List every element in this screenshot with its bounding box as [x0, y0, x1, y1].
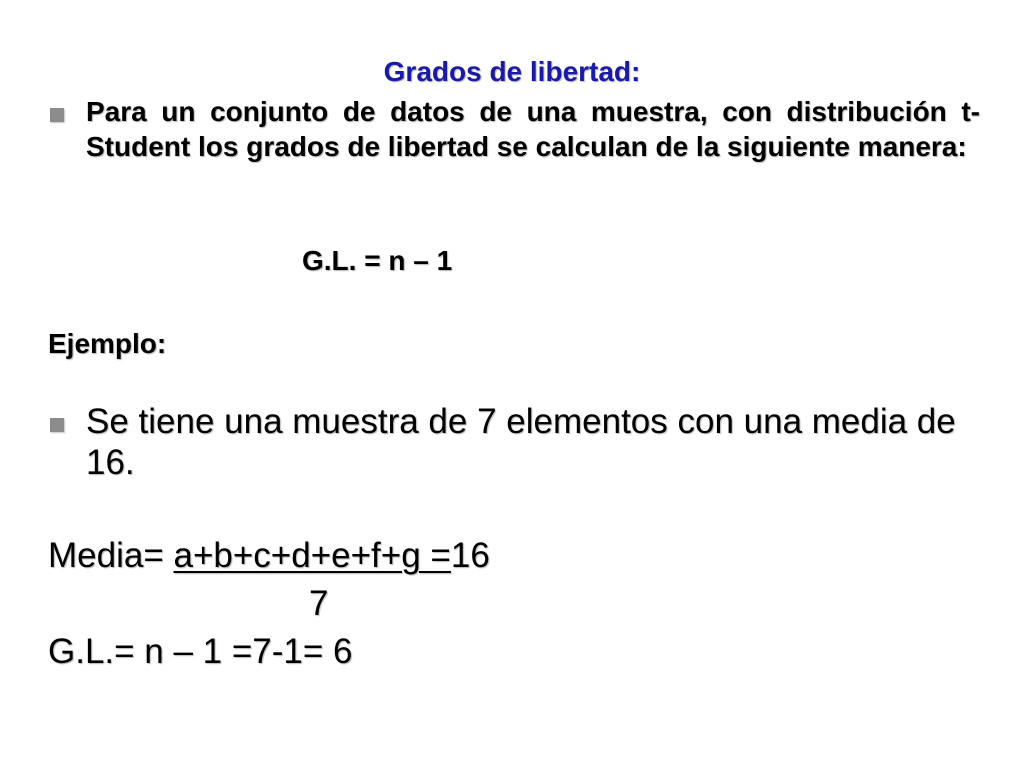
bullet-square-icon [50, 108, 64, 122]
degrees-of-freedom-formula: G.L. = n – 1 [302, 245, 453, 276]
mean-equation [48, 534, 490, 578]
degrees-of-freedom-result: G.L.= n – 1 =7-1= 6 [48, 632, 353, 671]
bullet-square-icon [50, 418, 64, 432]
definition-paragraph: Para un conjunto de datos de una muestra, con distribución t-Student los grados de libertad se calculan de la siguiente manera: [86, 96, 980, 162]
slide-title: Grados de libertad: [383, 56, 641, 87]
example-paragraph: Se tiene una muestra de 7 elementos con una media de 16. [86, 402, 956, 482]
example-label: Ejemplo: [48, 328, 167, 359]
mean-label: Media= [48, 536, 174, 575]
mean-denominator: 7 [309, 584, 329, 623]
mean-result: 16 [450, 536, 490, 575]
mean-numerator: a+b+c+d+e+f+g = [173, 536, 451, 575]
